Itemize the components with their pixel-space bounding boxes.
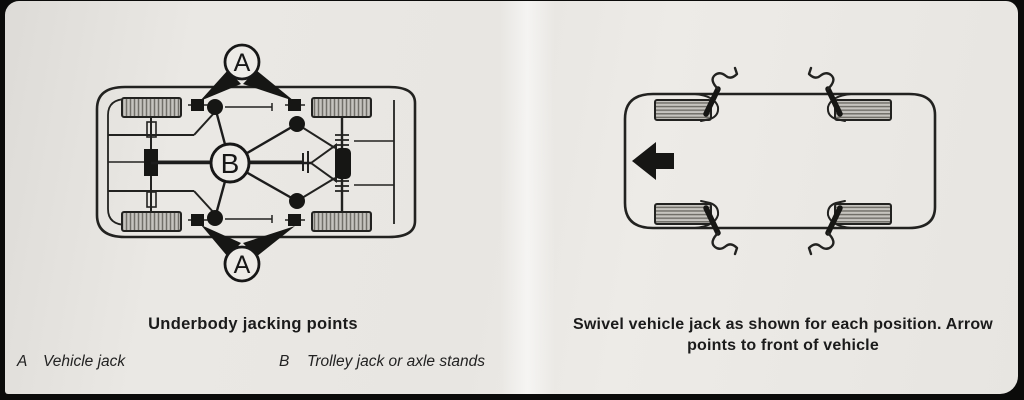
vehicle-jack-point-front-bottom: [191, 214, 204, 226]
vehicle-jack-point-front-top: [191, 99, 204, 111]
wheel-front-right: [655, 204, 711, 224]
swivel-caption-line2: points to front of vehicle: [687, 337, 879, 354]
marker-a-bottom: [225, 247, 259, 281]
swivel-caption: [543, 314, 1023, 356]
legend-label-a: Vehicle jack: [43, 353, 126, 370]
marker-a-top: [225, 45, 259, 79]
swivel-caption-line1: Swivel vehicle jack as shown for each position. Arrow: [573, 316, 993, 333]
trolley-jack-point-front-left: [207, 99, 223, 115]
rear-floor-rails: [354, 141, 394, 185]
trolley-jack-point-rear-right: [289, 193, 305, 209]
trolley-jack-point-front-right: [207, 210, 223, 226]
wheel-rear-left: [312, 98, 371, 117]
vehicle-jack-point-rear-bottom: [288, 214, 301, 226]
underbody-caption: Underbody jacking points: [148, 315, 358, 333]
sill-rail-top: [225, 103, 272, 111]
front-direction-arrow-icon: [632, 142, 674, 180]
marker-b-center: [211, 144, 249, 182]
wheel-rear-right: [312, 212, 371, 231]
wheel-front-left: [655, 100, 711, 120]
marker-letter-b: B: [220, 148, 240, 179]
wheel-rear-right: [835, 204, 891, 224]
diff-cone: [311, 145, 336, 181]
sill-rail-bottom: [225, 215, 272, 223]
marker-letter-a-top: A: [233, 49, 251, 77]
marker-letter-a-bottom: A: [233, 251, 251, 279]
manual-page: [5, 1, 1018, 394]
legend-key-a: A: [17, 353, 28, 370]
legend-label-b: Trolley jack or axle stands: [307, 353, 486, 370]
underbody-legend: [5, 353, 517, 377]
topview-diagram: [517, 1, 1024, 311]
underbody-diagram: [5, 1, 517, 311]
trolley-jack-point-rear-left: [289, 116, 305, 132]
diff-housing: [335, 148, 351, 179]
vehicle-jack-point-rear-top: [288, 99, 301, 111]
legend-key-b: B: [279, 353, 290, 370]
wheel-rear-left: [835, 100, 891, 120]
wheel-front-right: [122, 212, 181, 231]
wheel-front-left: [122, 98, 181, 117]
